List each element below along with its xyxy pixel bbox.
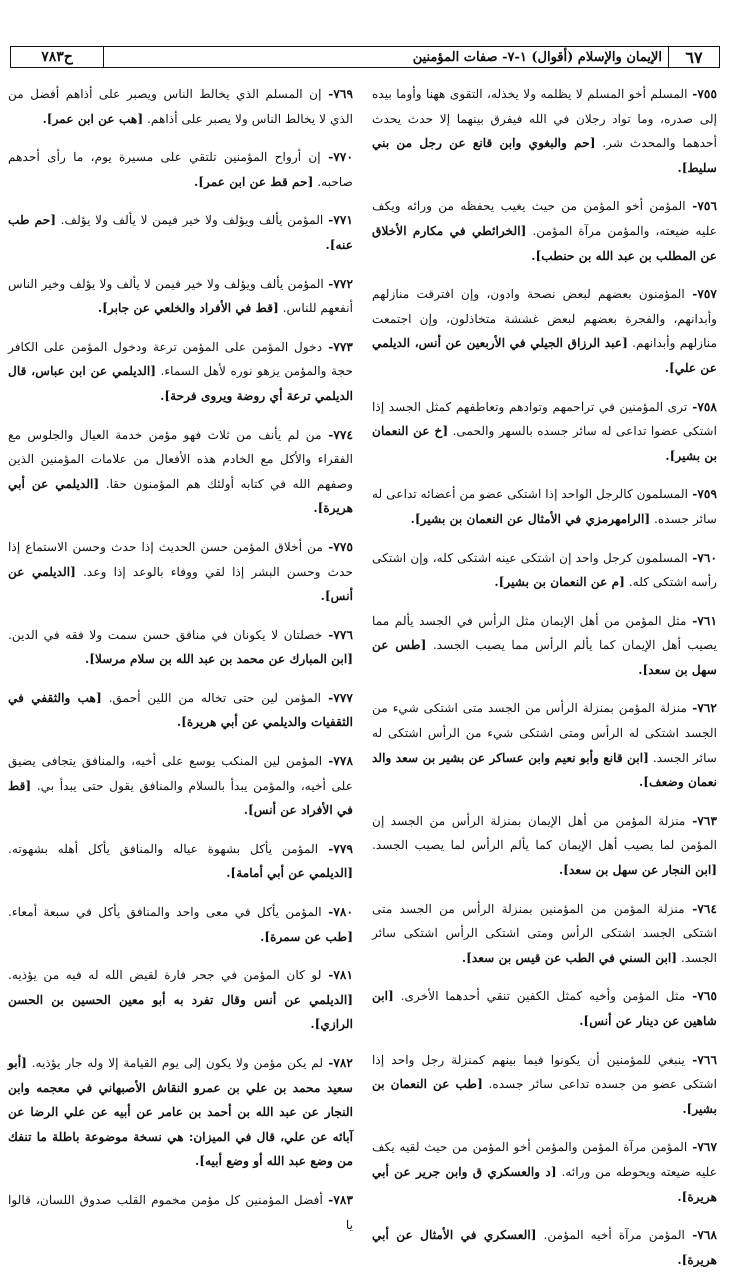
hadith-text: المسلمون كرجل واحد إن اشتكى عينه اشتكى كله، وإن اشتكى رأسه اشتكى كله. [372, 550, 717, 590]
hadith-text: من لم يأنف من ثلاث فهو مؤمن خدمة العيال والجلوس مع الفقراء والأكل مع الخادم هذه الأفعال من علامات المؤمنين الذين وصفهم الله في كتابه أولئك هم المؤمنون حقا. [8, 427, 353, 491]
hadith-number: ٧٦٨- [684, 1228, 717, 1243]
hadith-number: ٧٥٨- [687, 399, 717, 414]
hadith-entry [8, 686, 353, 735]
hadith-source: [الرامهرمزي في الأمثال عن النعمان بن بشير]. [410, 511, 651, 526]
hadith-source: [طب عن سمرة]. [260, 929, 353, 944]
hadith-text: المسلم أخو المسلم لا يظلمه ولا يخذله، التقوى ههنا وأوما بيده إلى صدره، وما تواد رجلان في الله فيفرق بينهما إلا حدث يحدث أحدهما والمحدث شر. [372, 87, 717, 151]
hadith-text: أفضل المؤمنين كل مؤمن مخموم القلب صدوق اللسان، قالوا يا [8, 1192, 353, 1232]
hadith-text: المؤمن يأكل في معى واحد والمنافق يأكل في سبعة أمعاء. [8, 905, 322, 920]
hadith-text: من أخلاق المؤمن حسن الحديث إذا حدث وحسن الاستماع إذا حدث وحسن البشر إذا لقي ووفاء بالوعد إذا وعد. [8, 539, 354, 579]
hadith-entry [8, 82, 353, 131]
hadith-entry [8, 272, 353, 321]
hadith-range: ح٧٨٣ [11, 47, 104, 67]
hadith-number: ٧٦٣- [685, 813, 717, 828]
hadith-text: دخول المؤمن على المؤمن ترعة ودخول المؤمن على الكافر حجة والمؤمن يزهو نوره لأهل السماء. [8, 339, 353, 379]
hadith-source: [ابن السني في الطب عن قيس بن سعد]. [461, 950, 678, 965]
hadith-number: ٧٧٩- [318, 841, 353, 856]
hadith-number: ٧٥٥- [687, 87, 717, 101]
hadith-number: ٧٨٣- [322, 1192, 353, 1207]
hadith-text: منزلة المؤمن من المؤمنين بمنزلة الرأس من الجسد متى اشتكى الجسد اشتكى الرأس ومتى اشتكى الرأس اشتكى سائر الجسد. [372, 901, 717, 965]
hadith-number: ٧٥٦- [685, 199, 717, 214]
hadith-text: المؤمن يأكل بشهوة عياله والمنافق يأكل أهله بشهوته. [8, 841, 319, 856]
hadith-entry [8, 623, 353, 672]
hadith-number: ٧٧٧- [321, 690, 353, 705]
hadith-text: منزلة المؤمن بمنزلة الرأس من الجسد متى اشتكى شيء من الجسد اشتكى له الرأس ومتى اشتكى شيء من الرأس اشتكى له سائر الجسد. [372, 701, 717, 765]
hadith-source: [الديلمي عن أنس وقال تفرد به أبو معين الحسين بن الحسن الرازي]. [8, 992, 353, 1032]
hadith-number: ٧٦٢- [687, 701, 717, 716]
hadith-entry [372, 1048, 717, 1122]
hadith-text: المسلمون كالرجل الواحد إذا اشتكى عضو من أعضائه تداعى له سائر جسده. [372, 487, 717, 526]
hadith-entry [372, 282, 717, 380]
hadith-number: ٧٧٦- [322, 627, 353, 642]
hadith-source: [خ عن النعمان بن بشير]. [372, 424, 717, 463]
hadith-source: [الديلمي عن أنس]. [8, 564, 353, 604]
hadith-number: ٧٦٦- [684, 1052, 717, 1067]
hadith-entry [8, 145, 353, 194]
hadith-text: مثل المؤمن وأخيه كمثل الكفين تنقي أحدهما الأخرى. [393, 989, 686, 1004]
hadith-entry [372, 1135, 717, 1209]
hadith-number: ٧٦٤- [684, 901, 717, 916]
hadith-entry [8, 837, 353, 886]
hadith-text: المؤمن مرآة المؤمن والمؤمن أخو المؤمن من حيث لقيه يكف عليه ضيعته ويحوطه من ورائه. [372, 1140, 717, 1179]
hadith-number: ٧٨١- [321, 968, 353, 983]
hadith-number: ٧٧٥- [322, 539, 353, 554]
hadith-entry [8, 535, 353, 609]
hadith-number: ٧٦٧- [687, 1140, 718, 1155]
hadith-source: [الديلمي عن أبي هريرة]. [8, 476, 353, 516]
hadith-number: ٧٧١- [323, 213, 353, 228]
hadith-text: إن المسلم الذي يخالط الناس ويصبر على أذاهم أفضل من الذي لا يخالط الناس ولا يصبر على أذاهم. [8, 87, 353, 126]
hadith-number: ٧٥٧- [684, 287, 717, 302]
hadith-text: المؤمن لين حتى تخاله من اللين أحمق. [101, 690, 322, 705]
hadith-number: ٧٥٩- [688, 487, 717, 502]
hadith-source: [الخرائطي في مكارم الأخلاق عن المطلب بن عبد الله بن حنطب]. [372, 223, 717, 263]
hadith-entry [372, 395, 717, 469]
hadith-entry [372, 194, 717, 268]
hadith-text: إن أرواح المؤمنين تلتقي على مسيرة يوم، ما رأى أحدهم صاحبه. [8, 150, 353, 189]
hadith-entry [372, 82, 717, 180]
hadith-number: ٧٦٥- [685, 989, 717, 1004]
hadith-entry [8, 208, 353, 257]
hadith-entry [372, 696, 717, 794]
hadith-source: [حم طب عنه]. [8, 213, 353, 252]
hadith-number: ٧٧٠- [320, 150, 353, 165]
hadith-source: [أبو سعيد محمد بن علي بن عمرو النقاش الأصبهاني في معجمه وابن النجار عن عبد الله بن أحمد بن عامر عن أبيه عن علي الرضا عن آبائه عن علي، قال في الميزان: هي نسخة موضوعة باطلة ما تنفك من وضع عبد الله أو وضع أبيه]. [8, 1056, 353, 1169]
hadith-source: [ابن النجار عن سهل بن سعد]. [558, 863, 717, 878]
hadith-source: [ابن قانع وأبو نعيم وابن عساكر عن بشير بن سعد والد نعمان وضعف]. [372, 750, 717, 790]
hadith-source: [ابن المبارك عن محمد بن عبد الله بن سلام مرسلا]. [85, 652, 353, 667]
hadith-number: ٧٧٢- [323, 276, 353, 291]
hadith-text: المؤمن يألف ويؤلف ولا خير فيمن لا يألف ولا يؤلف. [56, 213, 324, 228]
hadith-number: ٧٧٨- [322, 754, 353, 769]
hadith-entry [8, 1188, 353, 1237]
hadith-source: [طب عن النعمان بن بشير]. [372, 1077, 717, 1116]
hadith-number: ٧٨٢- [323, 1056, 353, 1070]
hadith-source: [هب والثقفي في الثقفيات والديلمي عن أبي هريرة]. [8, 690, 353, 730]
hadith-text: المؤمنون بعضهم لبعض نصحة وادون، وإن افترقت منازلهم وأبدانهم، والفجرة بعضهم لبعض غششة متخاذلون، وإن اجتمعت منازلهم وأبدانهم. [372, 287, 717, 351]
hadith-entry [8, 423, 353, 521]
right-column [372, 82, 718, 1267]
hadith-source: [الديلمي عن ابن عباس، قال الديلمي ترعة أي روضة ويروى فرحة]. [8, 364, 353, 403]
hadith-entry [372, 482, 717, 531]
hadith-number: ٧٦١- [686, 613, 717, 628]
hadith-source: [حم والبغوي وابن قانع عن رجل من بني سليط]. [372, 136, 717, 175]
hadith-source: [قط في الأفراد عن أنس]. [8, 778, 353, 818]
hadith-text: المؤمن مرآة أخيه المؤمن. [536, 1228, 685, 1243]
hadith-entry [8, 1051, 353, 1174]
hadith-entry [8, 900, 353, 949]
hadith-number: ٧٧٤- [321, 427, 353, 442]
hadith-text: المؤمن أخو المؤمن من حيث يغيب يحفظه من ورائه ويكف عليه ضيعته، والمؤمن مرآة المؤمن. [372, 199, 717, 238]
hadith-entry [8, 749, 353, 823]
hadith-source: [الديلمي عن أبي أمامة]. [226, 866, 353, 881]
hadith-entry [372, 897, 717, 971]
hadith-source: [د والعسكري ق وابن جرير عن أبي هريرة]. [372, 1164, 717, 1204]
hadith-text: منزلة المؤمن من أهل الإيمان بمنزلة الرأس من الجسد إن المؤمن لما يصيب أهل الإيمان كما يألم الرأس لما يصيب الجسد. [372, 813, 717, 853]
hadith-source: [طس عن سهل بن سعد]. [372, 638, 717, 677]
page-header [10, 46, 720, 68]
hadith-source: [العسكري في الأمثال عن أبي هريرة]. [372, 1228, 717, 1267]
hadith-source: [هب عن ابن عمر]. [42, 111, 144, 126]
hadith-text: المؤمن لين المنكب يوسع على أخيه، والمنافق يتجافى يضيق على أخيه، والمؤمن يبدأ بالسلام والمنافق يقول حتى يبدأ بي. [8, 754, 353, 793]
hadith-text: ترى المؤمنين في تراحمهم وتوادهم وتعاطفهم كمثل الجسد إذا اشتكى عضوا تداعى له سائر جسده بالسهر والحمى. [372, 399, 717, 439]
hadith-entry [372, 1223, 717, 1272]
hadith-text: خصلتان لا يكونان في منافق حسن سمت ولا فقه في الدين. [8, 627, 323, 642]
hadith-number: ٧٧٣- [322, 339, 353, 354]
hadith-source: [قط في الأفراد والخلعي عن جابر]. [97, 301, 279, 316]
page-number: ٦٧ [668, 47, 719, 67]
hadith-entry [372, 609, 717, 683]
hadith-source: [م عن النعمان بن بشير]. [494, 575, 625, 590]
hadith-entry [8, 335, 353, 409]
hadith-source: [حم قط عن ابن عمر]. [194, 174, 314, 189]
left-column [8, 82, 354, 1232]
hadith-source: [ابن شاهين عن دينار عن أنس]. [372, 989, 717, 1028]
hadith-source: [عبد الرزاق الجيلي في الأربعين عن أنس، الديلمي عن علي]. [372, 336, 717, 375]
hadith-entry [372, 546, 717, 595]
hadith-number: ٧٦٠- [687, 550, 717, 565]
hadith-text: مثل المؤمن من أهل الإيمان مثل الرأس في الجسد يألم مما يصيب أهل الإيمان كما يألم الرأس مما يصيب الجسد. [372, 613, 718, 653]
running-title: الإيمان والإسلام (أقوال) ١-٧- صفات المؤمنين [412, 49, 662, 65]
hadith-entry [8, 963, 353, 1037]
hadith-text: لو كان المؤمن في جحر فارة لقيض الله له فيه من يؤذيه. [8, 968, 322, 983]
hadith-entry [372, 809, 717, 883]
hadith-entry [372, 984, 717, 1033]
hadith-text: المؤمن يألف ويؤلف ولا خير فيمن لا يألف ولا يؤلف وخير الناس أنفعهم للناس. [8, 276, 353, 316]
hadith-text: لم يكن مؤمن ولا يكون إلى يوم القيامة إلا وله جار يؤذيه. [26, 1056, 324, 1070]
hadith-number: ٧٨٠- [321, 905, 353, 920]
hadith-text: ينبغي للمؤمنين أن يكونوا فيما بينهم كمنزلة رجل واحد إذا اشتكى عضو من جسده تداعى سائر جسده. [372, 1052, 718, 1092]
hadith-number: ٧٦٩- [321, 87, 353, 101]
